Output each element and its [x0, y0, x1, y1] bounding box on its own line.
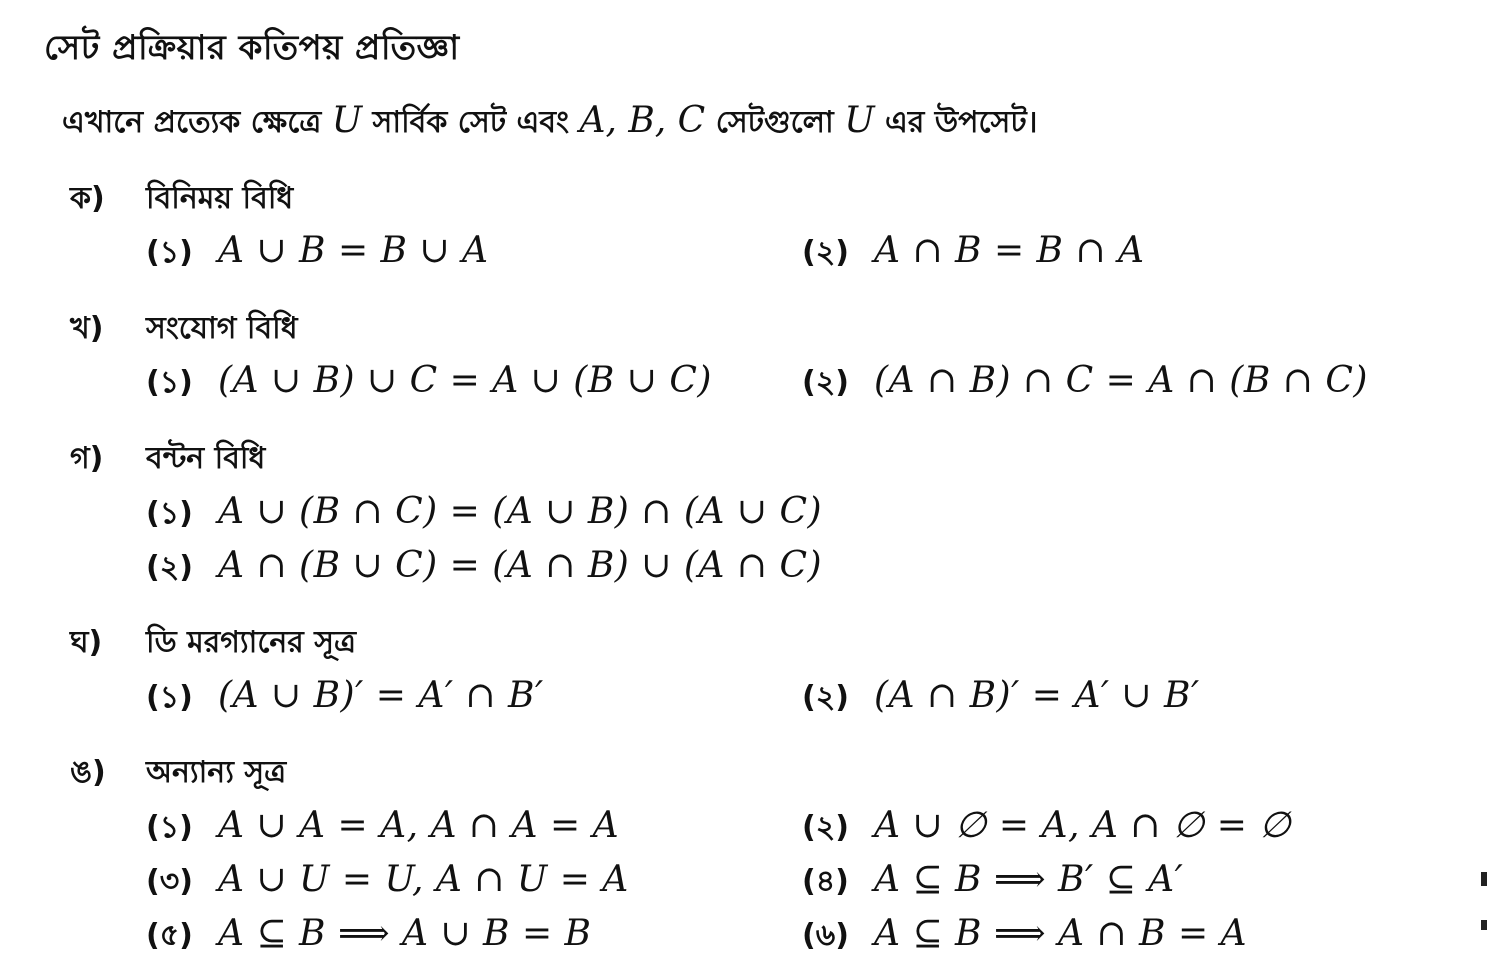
item-number: (৩)	[146, 864, 193, 899]
section-label-ka: ক)	[70, 181, 105, 216]
item-number: (৬)	[802, 918, 849, 953]
item-number: (১)	[146, 810, 193, 845]
formula: A ∪ A = A, A ∩ A = A	[218, 805, 620, 846]
formula-row	[802, 358, 1368, 409]
formula-row	[146, 228, 489, 279]
page-title: সেট প্রক্রিয়ার কতিপয় প্রতিজ্ঞা	[44, 28, 460, 68]
formula: A ⊆ B ⟹ A ∪ B = B	[218, 913, 592, 954]
formula: A ∪ U = U, A ∩ U = A	[218, 859, 629, 900]
formula-row	[802, 803, 1291, 854]
formula: A ∩ B = B ∩ A	[874, 230, 1145, 271]
formula: A ∪ ∅ = A, A ∩ ∅ = ∅	[874, 805, 1292, 846]
item-number: (১)	[146, 365, 193, 400]
formula-row	[146, 489, 822, 540]
item-number: (১)	[146, 680, 193, 715]
intro-text-pre: এখানে প্রত্যেক ক্ষেত্রে	[62, 105, 322, 140]
formula-row	[146, 543, 822, 594]
item-number: (৫)	[146, 918, 193, 953]
formula: (A ∩ B)′ = A′ ∪ B′	[874, 675, 1200, 716]
formula-row	[146, 358, 712, 409]
formula-row	[146, 673, 544, 724]
edge-crop-mark	[1481, 872, 1487, 886]
section-label-ga: গ)	[70, 441, 104, 476]
item-number: (৪)	[802, 864, 849, 899]
intro-math-abc: A, B, C	[579, 100, 706, 141]
formula: A ∪ (B ∩ C) = (A ∪ B) ∩ (A ∪ C)	[218, 491, 823, 532]
intro-text-mid2: সেটগুলো	[715, 105, 834, 140]
item-number: (১)	[146, 496, 193, 531]
edge-crop-mark	[1481, 920, 1487, 930]
formula: A ⊆ B ⟹ B′ ⊆ A′	[874, 859, 1184, 900]
section-title-distributive: বন্টন বিধি	[146, 441, 266, 476]
intro-text-mid1: সার্বিক সেট এবং	[372, 105, 569, 140]
intro-text-post: এর উপসেট।	[885, 105, 1038, 140]
item-number: (১)	[146, 235, 193, 270]
intro-math-u1: U	[331, 100, 363, 141]
formula: A ⊆ B ⟹ A ∩ B = A	[874, 913, 1248, 954]
formula: A ∪ B = B ∪ A	[218, 230, 489, 271]
formula: (A ∪ B)′ = A′ ∩ B′	[218, 675, 544, 716]
intro-sentence	[62, 98, 1037, 149]
formula-row	[146, 803, 619, 854]
formula-row	[146, 857, 629, 908]
item-number: (২)	[146, 550, 193, 585]
formula-row	[802, 673, 1200, 724]
formula-row	[146, 911, 592, 962]
item-number: (২)	[802, 680, 849, 715]
item-number: (২)	[802, 810, 849, 845]
formula: A ∩ (B ∪ C) = (A ∩ B) ∪ (A ∩ C)	[218, 545, 823, 586]
formula: (A ∪ B) ∪ C = A ∪ (B ∪ C)	[218, 360, 712, 401]
section-label-uma: ঙ)	[70, 755, 106, 790]
item-number: (২)	[802, 365, 849, 400]
formula: (A ∩ B) ∩ C = A ∩ (B ∩ C)	[874, 360, 1368, 401]
item-number: (২)	[802, 235, 849, 270]
section-title-de-morgan: ডি মরগ্যানের সূত্র	[146, 625, 357, 660]
formula-row	[802, 857, 1183, 908]
section-title-associative: সংযোগ বিধি	[146, 311, 298, 346]
section-title-other-formulas: অন্যান্য সূত্র	[146, 755, 287, 790]
section-label-kha: খ)	[70, 311, 104, 346]
formula-row	[802, 911, 1247, 962]
section-label-gha: ঘ)	[70, 625, 103, 660]
intro-math-u2: U	[844, 100, 875, 141]
formula-row	[802, 228, 1145, 279]
section-title-commutative: বিনিময় বিধি	[146, 181, 294, 216]
